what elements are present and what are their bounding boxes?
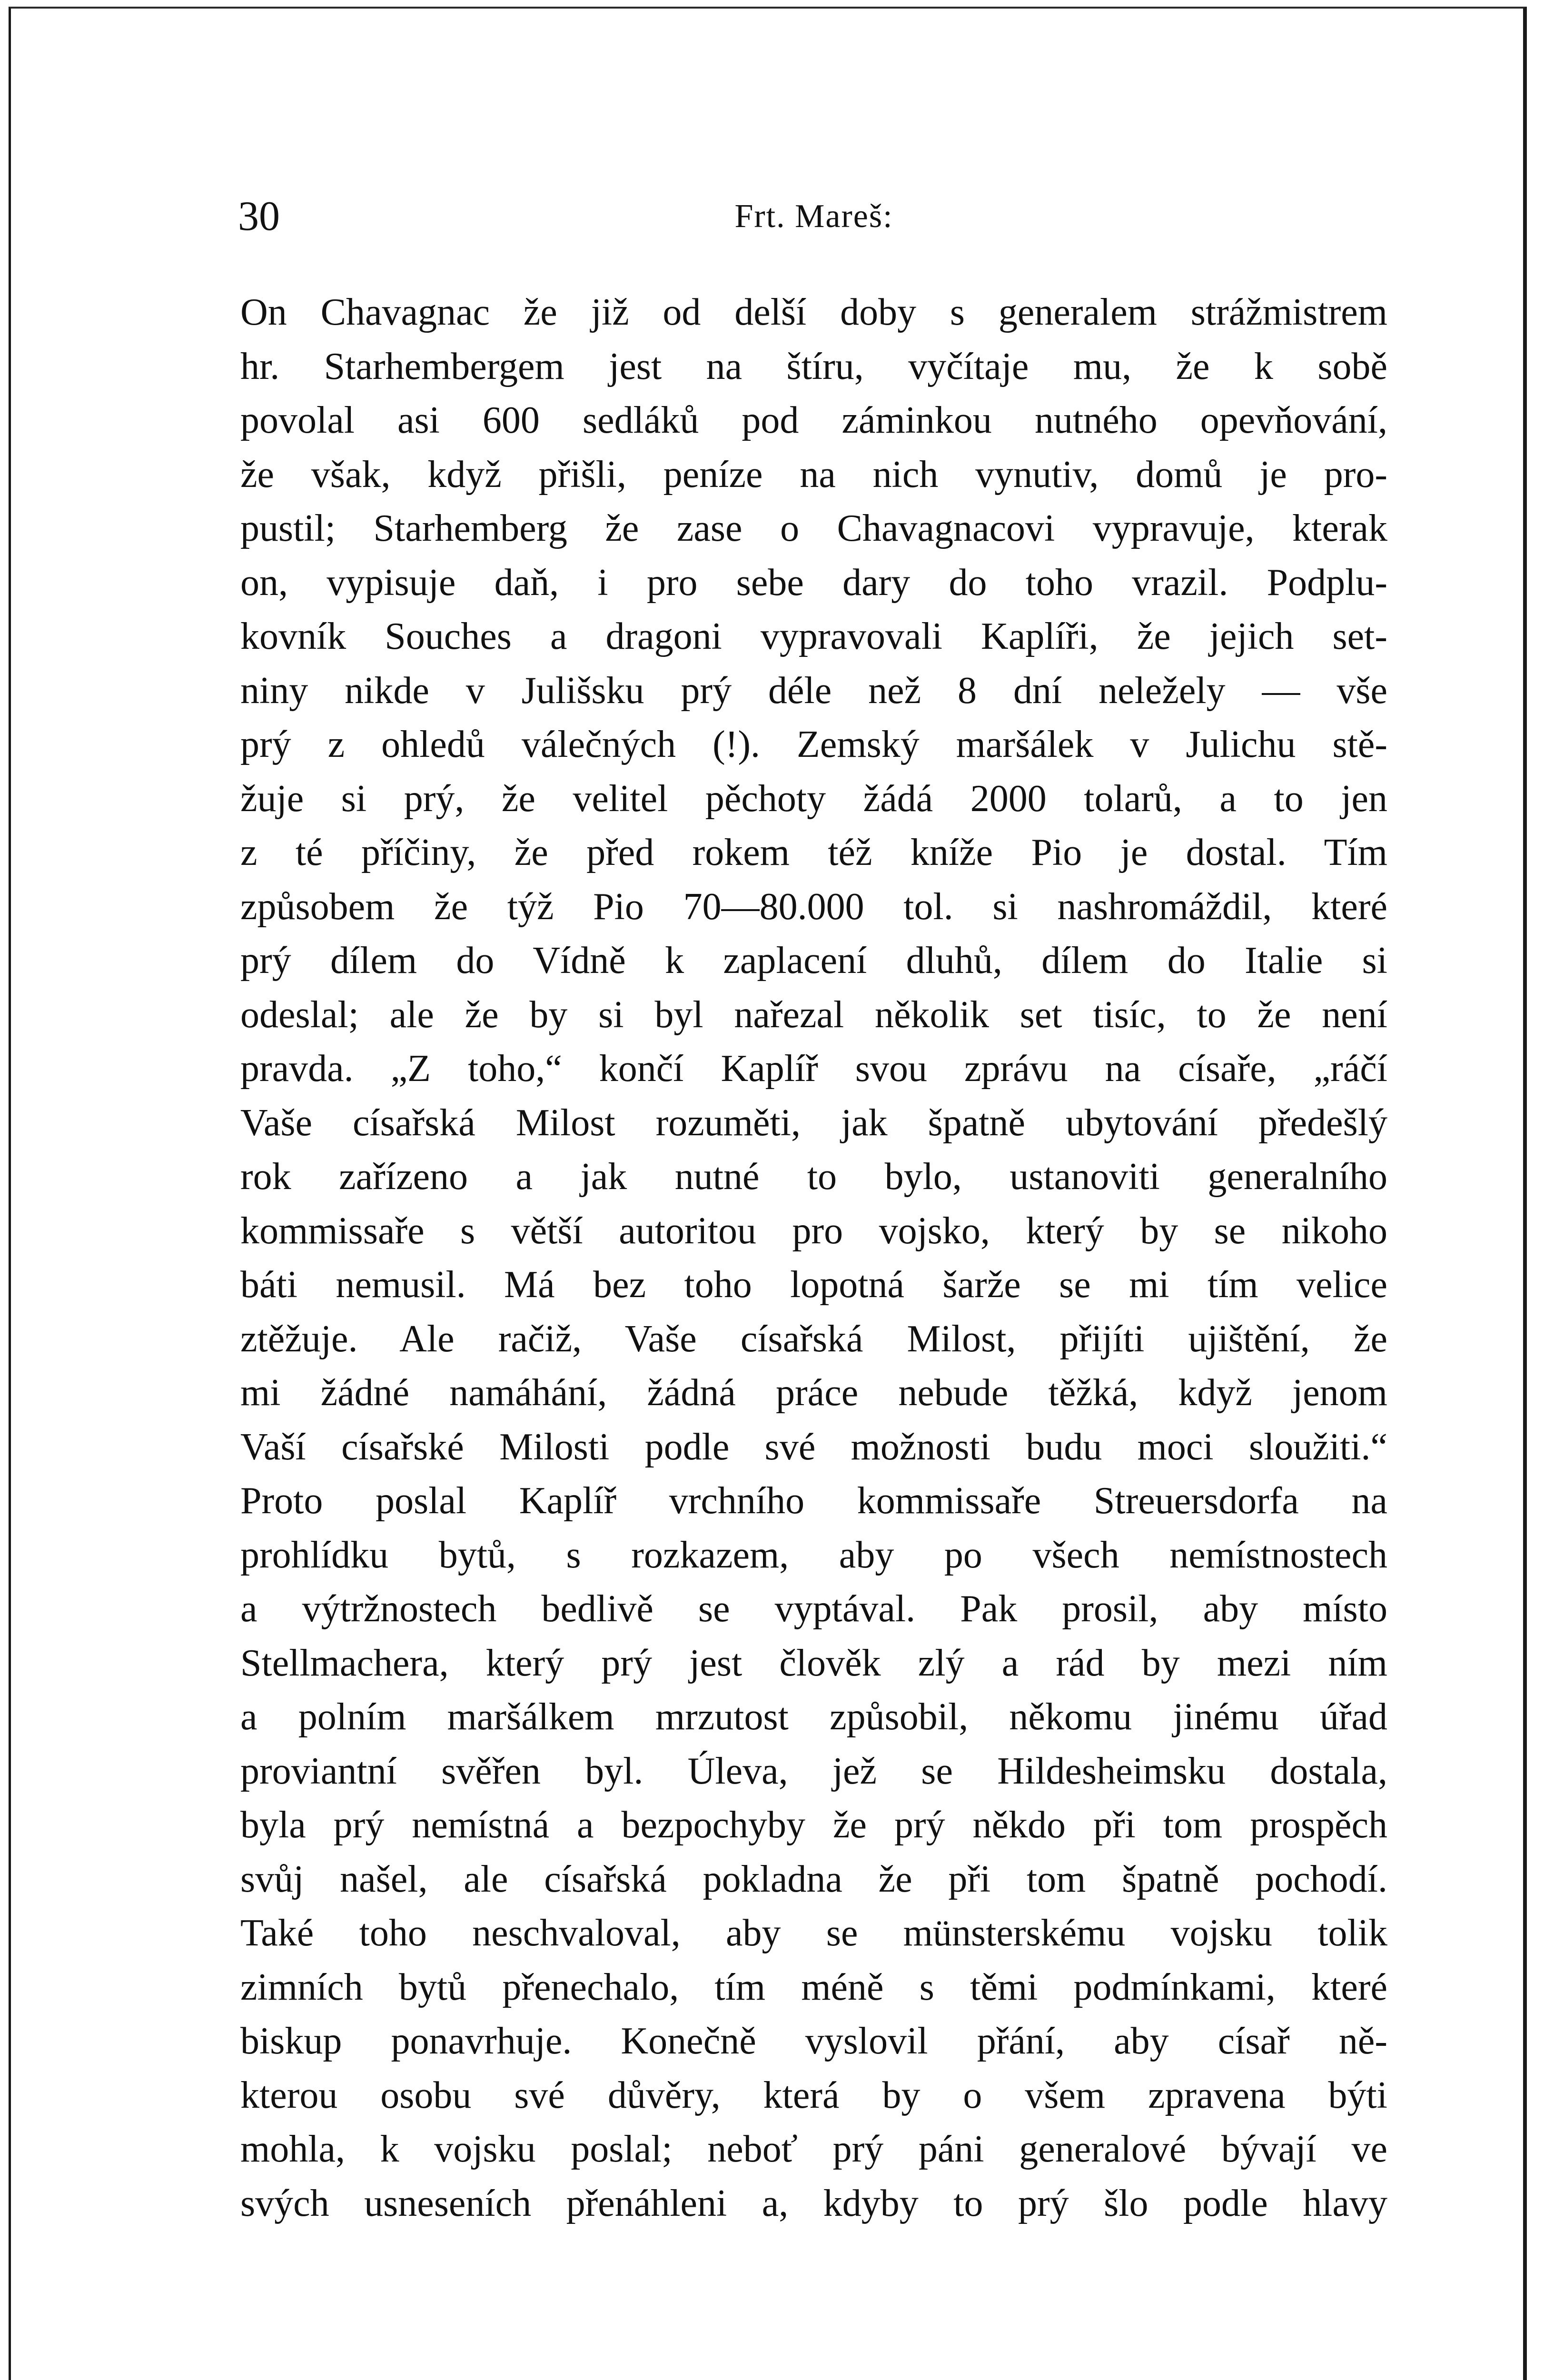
text-line: byla prý nemístná a bezpochyby že prý někdo při tom prospěch [240, 1804, 1387, 1846]
text-line: Proto poslal Kaplíř vrchního kommissaře Streuersdorfa na [240, 1480, 1387, 1522]
text-line: žuje si prý, že velitel pěchoty žádá 2000 tolarů, a to jen [240, 777, 1387, 820]
text-line: kterou osobu své důvěry, která by o všem zpravena býti [240, 2074, 1387, 2116]
running-head [238, 190, 1390, 243]
text-line: způsobem že týž Pio 70—80.000 tol. si nashromáždil, které [240, 885, 1387, 928]
text-line: kovník Souches a dragoni vypravovali Kaplíři, že jejich set- [240, 615, 1387, 657]
text-line: a polním maršálkem mrzutost způsobil, někomu jinému úřad [240, 1696, 1387, 1738]
text-line: svých usneseních přenáhleni a, kdyby to prý šlo podle hlavy [240, 2182, 1387, 2224]
running-title: Frt. Mareš: [734, 198, 893, 235]
text-line: niny nikde v Julišsku prý déle než 8 dní neležely — vše [240, 669, 1387, 712]
text-line: že však, když přišli, peníze na nich vynutiv, domů je pro- [240, 453, 1387, 496]
text-line: Vaší císařské Milosti podle své možnosti budu moci sloužiti.“ [240, 1426, 1387, 1468]
text-line: zimních bytů přenechalo, tím méně s těmi podmínkami, které [240, 1966, 1387, 2008]
text-line: Také toho neschvaloval, aby se münsterskému vojsku tolik [240, 1912, 1387, 1954]
text-line: kommissaře s větší autoritou pro vojsko, který by se nikoho [240, 1210, 1387, 1252]
text-line: biskup ponavrhuje. Konečně vyslovil přání, aby císař ně- [240, 2020, 1387, 2062]
text-line: a výtržnostech bedlivě se vyptával. Pak prosil, aby místo [240, 1588, 1387, 1630]
text-line: on, vypisuje daň, i pro sebe dary do toho vrazil. Podplu- [240, 561, 1387, 604]
text-line: prohlídku bytů, s rozkazem, aby po všech nemístnostech [240, 1534, 1387, 1576]
text-line: hr. Starhembergem jest na štíru, vyčítaje mu, že k sobě [240, 345, 1387, 387]
text-line: mi žádné namáhání, žádná práce nebude těžká, když jenom [240, 1372, 1387, 1414]
text-line: odeslal; ale že by si byl nařezal několik set tisíc, to že není [240, 993, 1387, 1036]
text-line: prý z ohledů válečných (!). Zemský maršálek v Julichu stě- [240, 724, 1387, 765]
text-line: Vaše císařská Milost rozuměti, jak špatně ubytování předešlý [240, 1101, 1387, 1144]
text-line: pustil; Starhemberg že zase o Chavagnacovi vypravuje, kterak [240, 507, 1387, 549]
text-line: proviantní svěřen byl. Úleva, jež se Hildesheimsku dostala, [240, 1750, 1387, 1792]
text-line: báti nemusil. Má bez toho lopotná šarže se mi tím velice [240, 1264, 1387, 1306]
text-line: On Chavagnac že již od delší doby s generalem strážmistrem [240, 291, 1387, 333]
text-line: prý dílem do Vídně k zaplacení dluhů, dílem do Italie si [240, 940, 1387, 982]
body-text [240, 286, 1387, 2231]
text-line: ztěžuje. Ale račiž, Vaše císařská Milost, přijíti ujištění, že [240, 1318, 1387, 1360]
text-line: pravda. „Z toho,“ končí Kaplíř svou zprávu na císaře, „ráčí [240, 1048, 1387, 1090]
text-line: svůj našel, ale císařská pokladna že při tom špatně pochodí. [240, 1858, 1387, 1900]
text-line: rok zařízeno a jak nutné to bylo, ustanoviti generalního [240, 1156, 1387, 1198]
text-line: povolal asi 600 sedláků pod záminkou nutného opevňování, [240, 399, 1387, 441]
text-line: z té příčiny, že před rokem též kníže Pio je dostal. Tím [240, 832, 1387, 873]
page-number: 30 [238, 193, 280, 239]
text-line: mohla, k vojsku poslal; neboť prý páni generalové bývají ve [240, 2128, 1387, 2170]
text-line: Stellmachera, který prý jest člověk zlý a rád by mezi ním [240, 1642, 1387, 1684]
